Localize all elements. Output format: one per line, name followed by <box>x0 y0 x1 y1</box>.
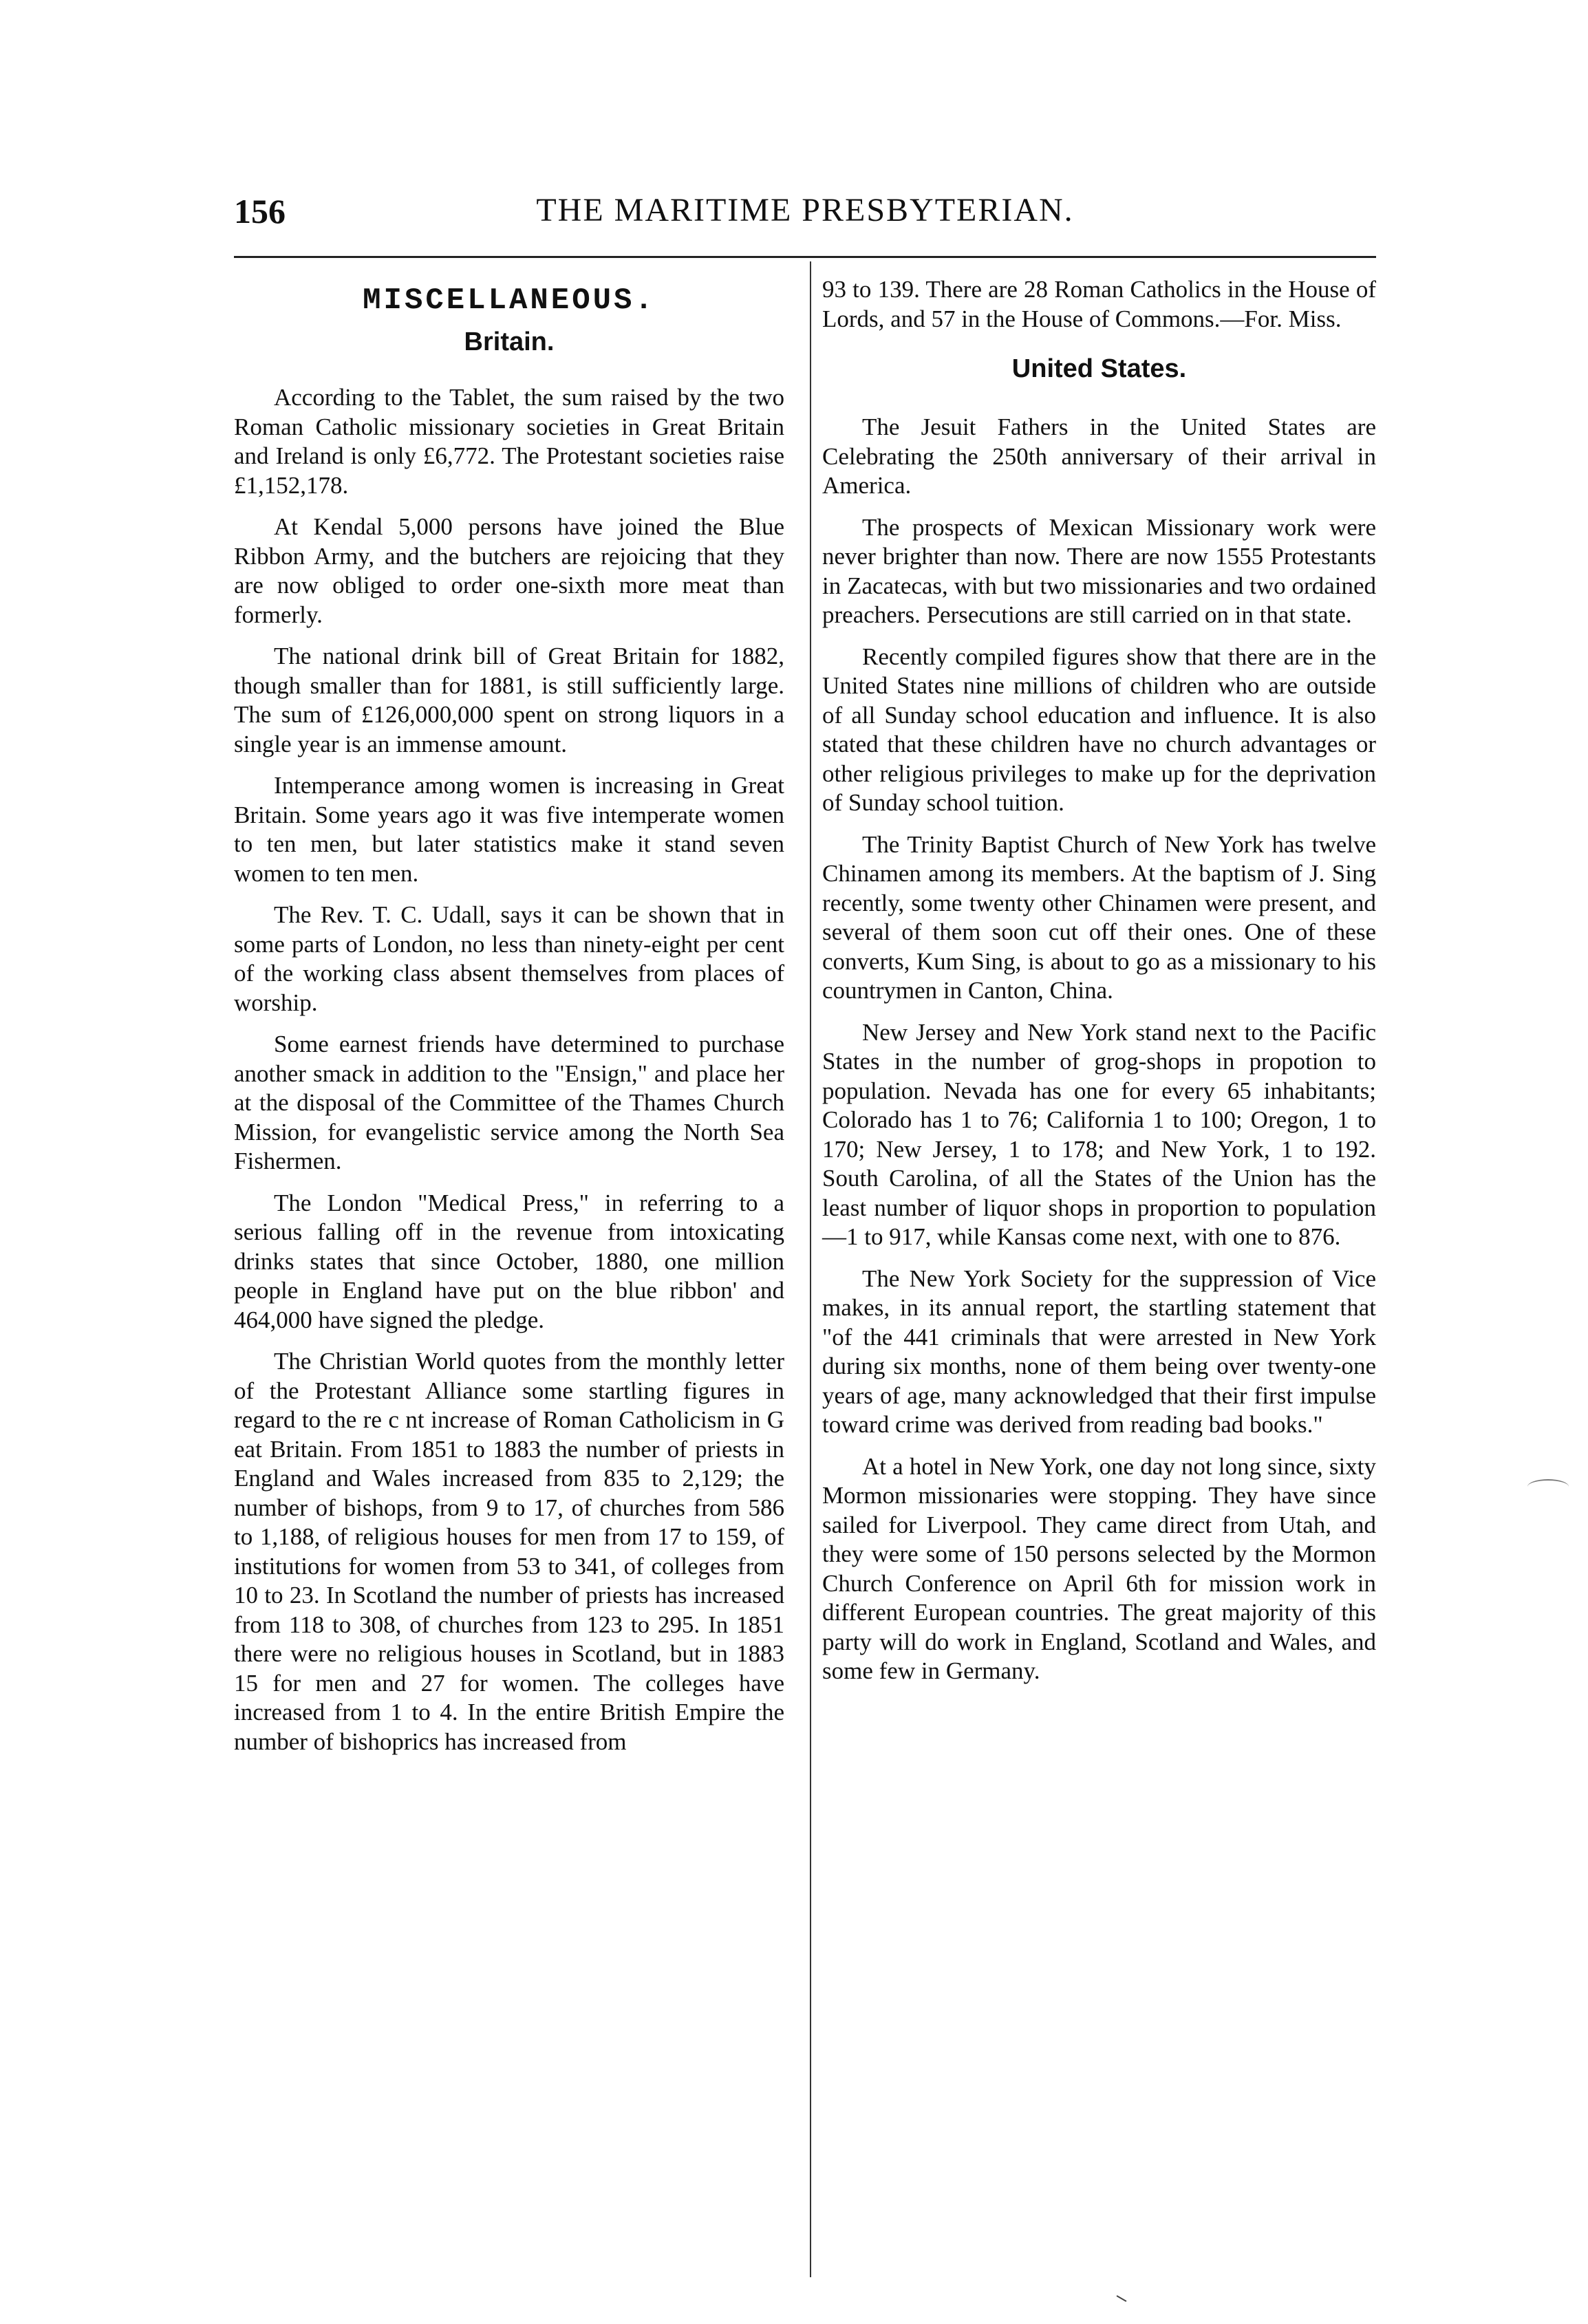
paragraph: Recently compiled figures show that there are in the United States nine millions of children who are outside of all Sunday school education and influence. It is also stated that these children have no church advantages or other religious privileges to make up for the deprivation of Sunday school tuition. <box>822 643 1376 816</box>
paragraph: The Jesuit Fathers in the United States are Celebrating the 250th anniversary of their arrival in America. <box>822 413 1376 499</box>
continued-paragraph: 93 to 139. There are 28 Roman Catholics in the House of Lords, and 57 in the House of Commons.—For. Miss. <box>822 276 1376 332</box>
left-column <box>234 275 784 1769</box>
paragraph: The prospects of Mexican Missionary work were never brighter than now. There are now 1555 Protestants in Zacatecas, with but two missionaries and two ordained preachers. Persecutions are still carried on in that state. <box>822 513 1376 628</box>
page-number: 156 <box>234 192 286 230</box>
paragraph: The Christian World quotes from the monthly letter of the Protestant Alliance some startling figures in regard to the re c nt increase of Roman Catholicism in G eat Britain. From 1851 to 1883 the number of priests in England and Wales increased from 835 to 2,129; the number of bishops, from 9 to 17, of churches from 586 to 1,188, of religious houses for men from 17 to 159, of institutions for women from 53 to 341, of colleges from 10 to 23. In Scotland the number of priests has increased from 118 to 308, of churches from 123 to 295. In 1851 there were no religious houses in Scotland, but in 1883 15 for men and 27 for women. The colleges have increased from 1 to 4. In the entire British Empire the number of bishoprics has increased from <box>234 1348 784 1755</box>
paragraph: The New York Society for the suppression of Vice makes, in its annual report, the startling statement that "of the 441 criminals that were arrested in New York during six months, none of them being over twenty-one years of age, many acknowledged that their first impulse toward crime was derived from reading bad books." <box>822 1265 1376 1438</box>
journal-title: THE MARITIME PRESBYTERIAN. <box>536 192 1074 228</box>
paragraph: Intemperance among women is increasing in Great Britain. Some years ago it was five intemperate women to ten men, but later statistics make it stand seven women to ten men. <box>234 772 784 887</box>
paragraph: New Jersey and New York stand next to the Pacific States in the number of grog-shops in propotion to population. Nevada has one for every 65 inhabitants; Colorado has 1 to 76; California 1 to 100; Oregon, 1 to 170; New Jersey, 1 to 178; and New York, 1 to 192. South Carolina, of all the States of the Union has the least number of liquor shops in proportion to population—1 to 917, while Kansas come next, with one to 876. <box>822 1018 1376 1250</box>
britain-heading: Britain. <box>464 327 555 356</box>
paragraph: The London "Medical Press," in referring to a serious falling off in the revenue from intoxicating drinks states that since October, 1880, one million people in England have put on the blue ribbon' and 464,000 have signed the pledge. <box>234 1189 784 1333</box>
paragraph: At a hotel in New York, one day not long since, sixty Mormon missionaries were stopping. They have since sailed for Liverpool. They came direct from Utah, and they were some of 150 persons selected by the Mormon Church Conference on April 6th for mission work in different European countries. The great majority of this party will do work in England, Scotland and Wales, and some few in Germany. <box>822 1452 1376 1684</box>
paragraph: The Trinity Baptist Church of New York has twelve Chinamen among its members. At the baptism of J. Sing recently, some twenty other Chinamen were present, and several of them soon cut off their ones. One of these converts, Kum Sing, is about to go as a missionary to his countrymen in Canton, China. <box>822 830 1376 1004</box>
right-column <box>822 275 1376 1699</box>
paragraph: Some earnest friends have determined to purchase another smack in addition to the "Ensign," and place her at the disposal of the Committee of the Thames Church Mission, for evangelistic service among the North Sea Fishermen. <box>234 1031 784 1174</box>
print-smudge <box>1527 1479 1569 1494</box>
paragraph: The Rev. T. C. Udall, says it can be shown that in some parts of London, no less than ninety-eight per cent of the working class absent themselves from places of worship. <box>234 901 784 1016</box>
print-mark <box>1117 2295 1127 2302</box>
paragraph: According to the Tablet, the sum raised by the two Roman Catholic missionary societies in Great Britain and Ireland is only £6,772. The Protestant societies raise £1,152,178. <box>234 384 784 499</box>
column-divider <box>810 261 811 2277</box>
paragraph: At Kendal 5,000 persons have joined the Blue Ribbon Army, and the butchers are rejoicing that they are now obliged to order one-sixth more meat than formerly. <box>234 513 784 628</box>
page-header <box>234 191 1376 246</box>
paragraph: The national drink bill of Great Britain for 1882, though smaller than for 1881, is still sufficiently large. The sum of £126,000,000 spent on strong liquors in a single year is an immense amount. <box>234 643 784 757</box>
united-states-heading: United States. <box>1011 354 1187 383</box>
section-title: MISCELLANEOUS. <box>363 283 656 318</box>
header-rule <box>234 256 1376 258</box>
